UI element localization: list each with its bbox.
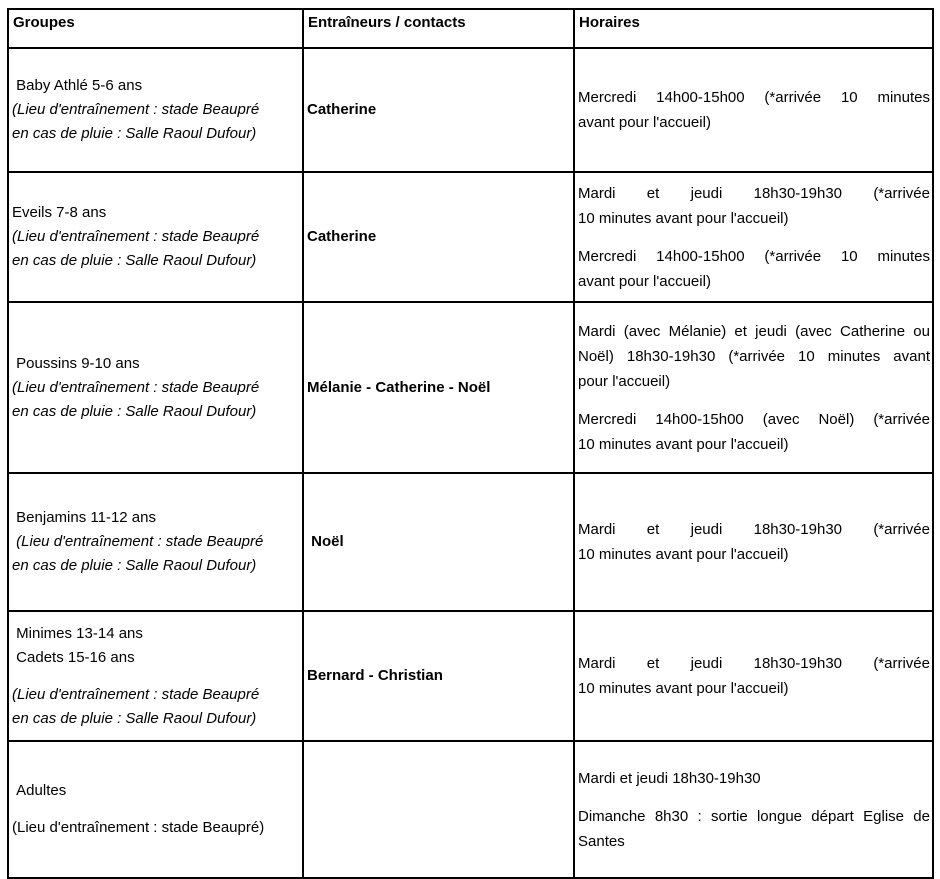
training-schedule-table <box>7 8 934 879</box>
horaires-paragraph <box>578 651 930 701</box>
group-note-line: en cas de pluie : Salle Raoul Dufour) <box>12 125 257 142</box>
horaires-line: Mercredi 14h00-15h00 (*arrivée 10 minutes <box>578 247 930 265</box>
trainer-cell: Catherine <box>303 172 574 302</box>
horaires-paragraph <box>578 407 930 457</box>
horaires-line: Mercredi 14h00-15h00 (avec Noël) (*arrivée <box>578 410 930 428</box>
blank-line <box>12 670 300 683</box>
trainer-cell: Noël <box>303 473 574 611</box>
table-row-poussins <box>8 302 933 473</box>
group-name: Poussins 9-10 ans <box>12 354 140 372</box>
group-cell <box>8 302 303 473</box>
horaires-line: Mardi et jeudi 18h30-19h30 <box>578 769 761 787</box>
group-name: Benjamins 11-12 ans <box>12 509 156 526</box>
group-note-line: en cas de pluie : Salle Raoul Dufour) <box>12 252 257 269</box>
group-name: Minimes 13-14 ans <box>12 624 143 642</box>
group-cell <box>8 172 303 302</box>
horaires-line: avant pour l'accueil) <box>578 272 711 290</box>
header-groupes: Groupes <box>8 9 303 48</box>
horaires-line: Dimanche 8h30 : sortie longue départ Eglise de <box>578 807 930 825</box>
horaires-line: pour l'accueil) <box>578 372 671 390</box>
group-note-line: (Lieu d'entraînement : stade Beaupré <box>12 101 260 118</box>
horaires-line: Santes <box>578 832 625 850</box>
group-note-line: en cas de pluie : Salle Raoul Dufour) <box>12 402 257 420</box>
group-cell <box>8 473 303 611</box>
group-note-line: en cas de pluie : Salle Raoul Dufour) <box>12 709 257 727</box>
trainer-cell: Bernard - Christian <box>303 611 574 741</box>
trainer-cell <box>303 741 574 878</box>
horaires-line: 10 minutes avant pour l'accueil) <box>578 546 789 563</box>
horaires-line: Mardi et jeudi 18h30-19h30 (*arrivée <box>578 655 930 672</box>
horaires-paragraph <box>578 319 930 394</box>
table-row-benjamins <box>8 473 933 611</box>
header-row <box>8 9 933 48</box>
horaires-line: Noël) 18h30-19h30 (*arrivée 10 minutes avant <box>578 347 930 365</box>
horaires-line: Mardi (avec Mélanie) et jeudi (avec Catherine ou <box>578 322 930 340</box>
horaires-cell <box>574 302 933 473</box>
group-note-line: (Lieu d'entraînement : stade Beaupré <box>12 685 260 703</box>
horaires-paragraph <box>578 804 930 854</box>
group-cell <box>8 611 303 741</box>
header-horaires: Horaires <box>574 9 933 48</box>
group-cell <box>8 48 303 172</box>
horaires-cell <box>574 48 933 172</box>
horaires-line: Mardi et jeudi 18h30-19h30 (*arrivée <box>578 184 930 202</box>
group-name: Eveils 7-8 ans <box>12 204 107 221</box>
horaires-paragraph <box>578 244 930 294</box>
header-entraineurs: Entraîneurs / contacts <box>303 9 574 48</box>
horaires-cell <box>574 473 933 611</box>
horaires-paragraph <box>578 766 930 791</box>
horaires-line: 10 minutes avant pour l'accueil) <box>578 435 789 453</box>
horaires-line: 10 minutes avant pour l'accueil) <box>578 680 789 697</box>
table-row-minimes-cadets <box>8 611 933 741</box>
horaires-line: 10 minutes avant pour l'accueil) <box>578 209 789 227</box>
group-name: Cadets 15-16 ans <box>12 648 135 666</box>
table-row-baby-athle <box>8 48 933 172</box>
horaires-cell <box>574 611 933 741</box>
group-name: Adultes <box>12 782 67 799</box>
table-row-adultes <box>8 741 933 878</box>
horaires-paragraph <box>578 517 930 567</box>
horaires-line: avant pour l'accueil) <box>578 114 711 131</box>
group-note-line: (Lieu d'entraînement : stade Beaupré <box>12 378 260 396</box>
group-note-line: (Lieu d'entraînement : stade Beaupré <box>12 228 260 245</box>
group-note-line: (Lieu d'entraînement : stade Beaupré) <box>12 819 265 836</box>
group-note-line: (Lieu d'entraînement : stade Beaupré <box>12 533 264 550</box>
group-name: Baby Athlé 5-6 ans <box>12 77 143 94</box>
group-note-line: en cas de pluie : Salle Raoul Dufour) <box>12 557 257 574</box>
trainer-cell: Mélanie - Catherine - Noël <box>303 302 574 473</box>
horaires-line: Mardi et jeudi 18h30-19h30 (*arrivée <box>578 521 930 538</box>
horaires-paragraph <box>578 181 930 231</box>
blank-line <box>12 803 300 816</box>
horaires-cell <box>574 172 933 302</box>
horaires-cell <box>574 741 933 878</box>
horaires-paragraph <box>578 85 930 135</box>
table-row-eveils <box>8 172 933 302</box>
group-cell <box>8 741 303 878</box>
trainer-cell: Catherine <box>303 48 574 172</box>
horaires-line: Mercredi 14h00-15h00 (*arrivée 10 minutes <box>578 89 930 106</box>
